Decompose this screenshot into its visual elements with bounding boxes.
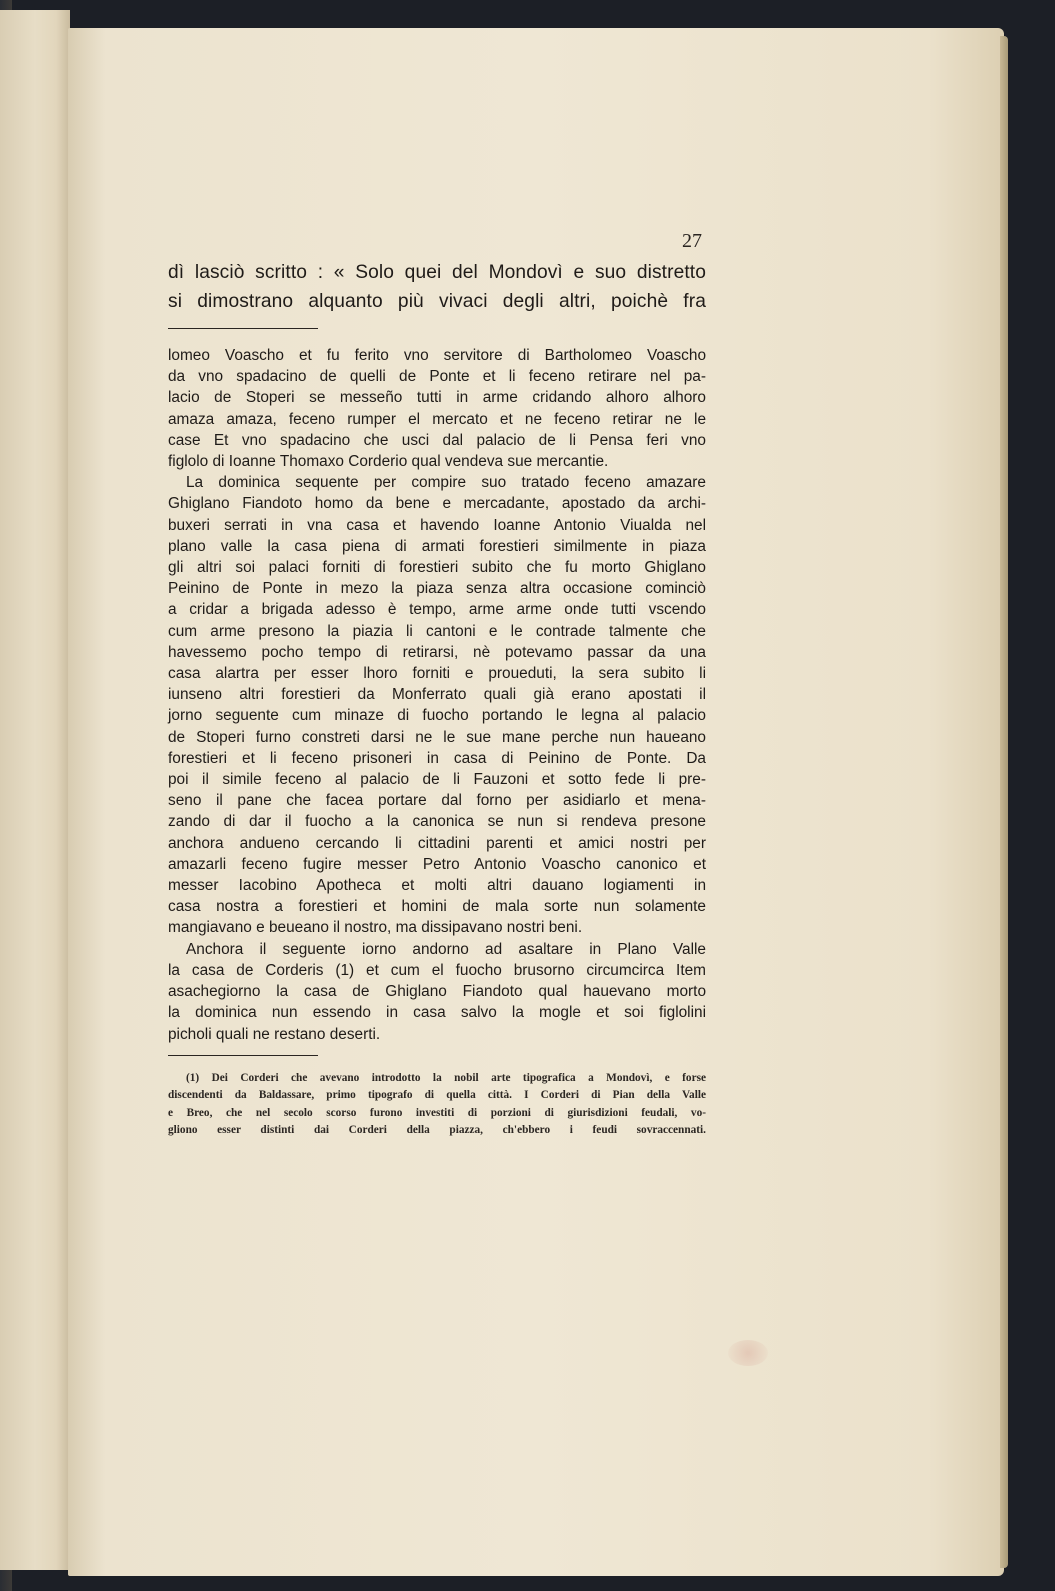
chronicle-line: amaza amaza, feceno rumper el mercato et ne feceno retirar ne le — [168, 410, 706, 428]
page-number: 27 — [682, 230, 702, 252]
chronicle-line: la dominica nun essendo in casa salvo la mogle et soi figlolini — [168, 1004, 706, 1022]
chronicle-line: casa alartra per esser lhoro forniti e proueduti, la sera subito li — [168, 665, 706, 683]
chronicle-line: amazarli feceno fugire messer Petro Antonio Voascho canonico et — [168, 855, 706, 873]
chronicle-line: forestieri et li feceno prisoneri in casa di Peinino de Ponte. Da — [168, 749, 706, 767]
footnote-rule — [168, 1055, 318, 1056]
chronicle-line: La dominica sequente per compire suo tratado feceno amazare — [186, 474, 706, 492]
chronicle-line: lacio de Stoperi se messeño tutti in arme cridando alhoro alhoro — [168, 389, 706, 407]
chronicle-line: havessemo pocho tempo di retirarsi, nè potevamo passar da una — [168, 643, 706, 661]
chronicle-line: Anchora il seguente iorno andorno ad asaltare in Plano Valle — [186, 940, 706, 958]
footnote-line: (1) Dei Corderi che avevano introdotto la nobil arte tipografica a Mondovì, e forse — [186, 1071, 706, 1084]
chronicle-line: zando di dar il fuocho a la canonica se nun si rendeva presone — [168, 813, 706, 831]
footnote — [168, 1070, 706, 1140]
paper-stain — [728, 1340, 768, 1366]
chronicle-line: picholi quali ne restano deserti. — [168, 1025, 381, 1043]
chronicle-line: anchora andueno cercando li cittadini parenti et amici nostri per — [168, 834, 706, 852]
chronicle-line: casa nostra a forestieri et homini de mala sorte nun solamente — [168, 898, 706, 916]
chronicle-line: figlolo di Ioanne Thomaxo Corderio qual vendeva sue mercantie. — [168, 453, 609, 471]
chronicle-line: Peinino de Ponte in mezo la piaza senza altra occasione cominciò — [168, 580, 706, 598]
intro-line: dì lasciò scritto : « Solo quei del Mondovì e suo distretto — [168, 262, 706, 283]
chronicle-line: poi il simile feceno al palacio de li Fauzoni et sotto fede li pre- — [168, 771, 706, 789]
chronicle-line: a cridar a brigada adesso è tempo, arme arme onde tutti vscendo — [168, 601, 706, 619]
chronicle-line: gli altri soi palaci forniti di forestieri subito che fu morto Ghiglano — [168, 559, 706, 577]
facing-page-edge — [0, 10, 70, 1570]
chronicle-quote — [168, 345, 706, 1045]
chronicle-line: seno il pane che facea portare dal forno per asidiarlo et mena- — [168, 792, 706, 810]
chronicle-line: de Stoperi furno constreti darsi ne le sue mane perche nun haueano — [168, 728, 706, 746]
chronicle-line: iunseno altri forestieri da Monferrato quali già erano apostati il — [168, 686, 706, 704]
chronicle-line: plano valle la casa piena di armati forestieri similmente in piaza — [168, 537, 706, 555]
chronicle-line: buxeri serrati in vna casa et havendo Ioanne Antonio Viualda nel — [168, 516, 706, 534]
intro-paragraph — [168, 258, 706, 316]
chronicle-line: messer Iacobino Apotheca et molti altri dauano logiamenti in — [168, 877, 706, 895]
chronicle-line: case Et vno spadacino che usci dal palacio de li Pensa feri vno — [168, 431, 706, 449]
chronicle-line: la casa de Corderis (1) et cum el fuocho brusorno circumcirca Item — [168, 961, 706, 979]
section-rule — [168, 328, 318, 329]
page-stack-edge — [1000, 36, 1008, 1568]
intro-line: si dimostrano alquanto più vivaci degli altri, poichè fra — [168, 291, 706, 312]
page-text — [168, 258, 706, 1140]
chronicle-line: cum arme presono la piazia li cantoni e le contrade talmente che — [168, 622, 706, 640]
footnote-line: discendenti da Baldassare, primo tipografo di quella città. I Corderi di Pian della Valle — [168, 1089, 706, 1102]
chronicle-line: lomeo Voascho et fu ferito vno servitore di Bartholomeo Voascho — [168, 347, 706, 364]
footnote-line: gliono esser distinti dai Corderi della piazza, ch'ebbero i feudi sovraccennati. — [168, 1124, 706, 1137]
chronicle-line: Ghiglano Fiandoto homo da bene e mercadante, apostado da archi- — [168, 495, 706, 513]
footnote-line: e Breo, che nel secolo scorso furono investiti di porzioni di giurisdizioni feudali, vo- — [168, 1106, 706, 1119]
chronicle-line: mangiavano e beueano il nostro, ma dissipavano nostri beni. — [168, 919, 583, 937]
chronicle-line: da vno spadacino de quelli de Ponte et li feceno retirare nel pa- — [168, 368, 706, 386]
chronicle-line: asachegiorno la casa de Ghiglano Fiandoto qual hauevano morto — [168, 983, 706, 1001]
chronicle-line: jorno seguente cum minaze di fuocho portando le legna al palacio — [168, 707, 706, 725]
